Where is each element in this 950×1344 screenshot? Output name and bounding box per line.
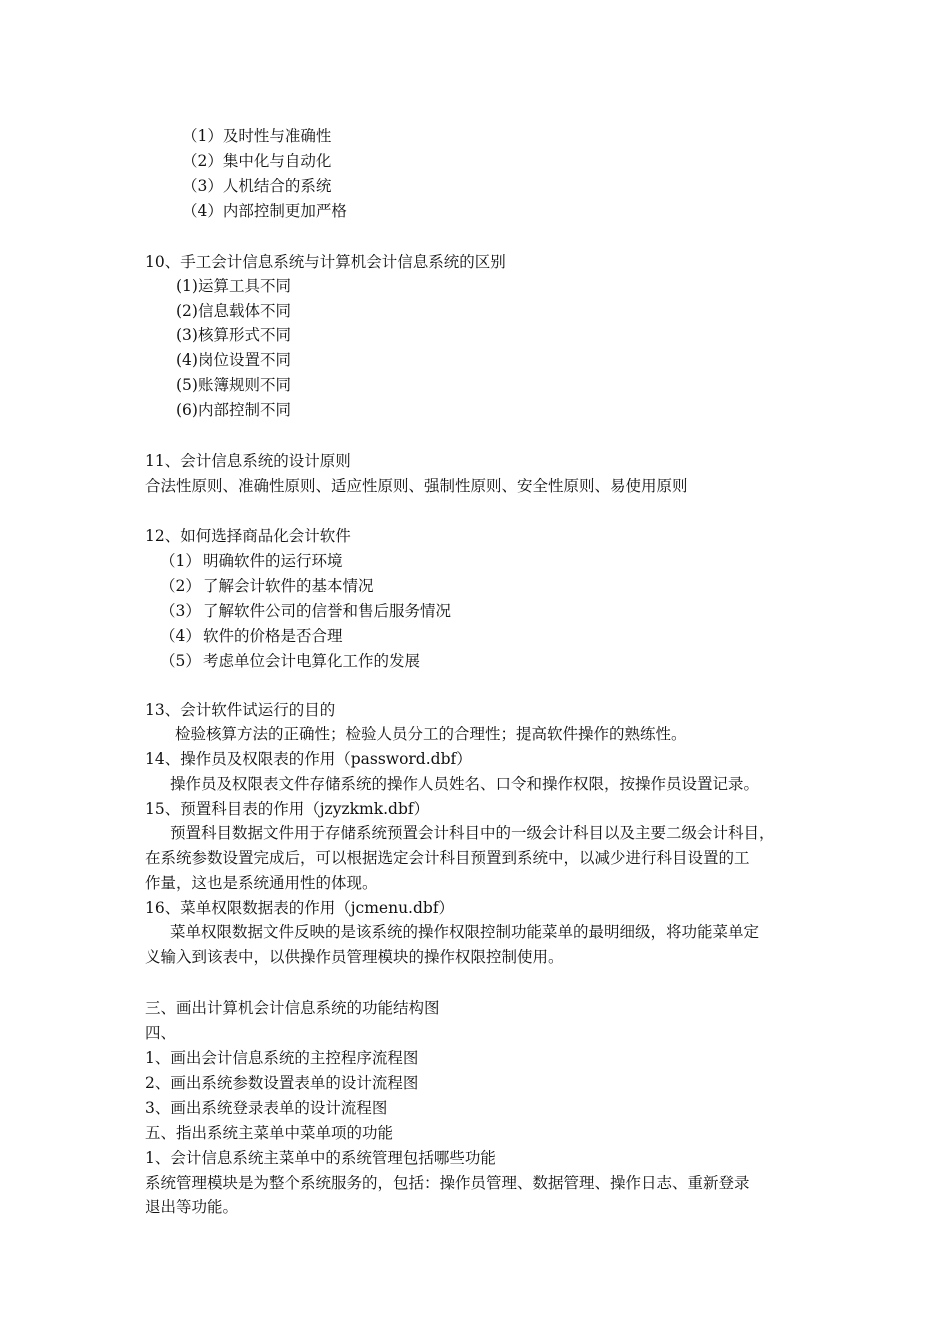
q12-item-text: 考虑单位会计电算化工作的发展 bbox=[203, 652, 421, 670]
q12-item-text: 明确软件的运行环境 bbox=[203, 552, 343, 570]
q16-line-1: 菜单权限数据文件反映的是该系统的操作权限控制功能菜单的最明细级，将功能菜单定 bbox=[170, 923, 760, 941]
section-five-title: 五、指出系统主菜单中菜单项的功能 bbox=[145, 1124, 394, 1142]
q16-title: 16、菜单权限数据表的作用（jcmenu.dbf） bbox=[145, 899, 455, 917]
q10-item-3: (3)核算形式不同 bbox=[176, 326, 291, 344]
q12-item-5 bbox=[160, 651, 420, 671]
q10-title: 10、手工会计信息系统与计算机会计信息系统的区别 bbox=[145, 253, 506, 271]
q15-line-2: 在系统参数设置完成后，可以根据选定会计科目预置到系统中，以减少进行科目设置的工 bbox=[145, 849, 750, 867]
q10-item-4: (4)岗位设置不同 bbox=[176, 351, 291, 369]
intro-item-4: （4）内部控制更加严格 bbox=[182, 202, 347, 220]
section-three-title: 三、画出计算机会计信息系统的功能结构图 bbox=[145, 999, 440, 1017]
section-four-item-2: 2、画出系统参数设置表单的设计流程图 bbox=[145, 1074, 419, 1092]
q12-item-3 bbox=[160, 601, 451, 621]
q13-answer: 检验核算方法的正确性；检验人员分工的合理性；提高软件操作的熟练性。 bbox=[175, 725, 687, 743]
section-five-answer-line-2: 退出等功能。 bbox=[145, 1198, 239, 1216]
q12-item-number: （2） bbox=[160, 577, 201, 595]
section-five-answer-line-1: 系统管理模块是为整个系统服务的，包括：操作员管理、数据管理、操作日志、重新登录 bbox=[145, 1174, 750, 1192]
q16-line-2: 义输入到该表中，以供操作员管理模块的操作权限控制使用。 bbox=[145, 948, 564, 966]
q12-item-4 bbox=[160, 626, 343, 646]
q10-item-6: (6)内部控制不同 bbox=[176, 401, 291, 419]
intro-item-2: （2）集中化与自动化 bbox=[182, 152, 332, 170]
intro-item-1: （1）及时性与准确性 bbox=[182, 127, 332, 145]
q10-item-5: (5)账簿规则不同 bbox=[176, 376, 291, 394]
q12-item-1 bbox=[160, 551, 343, 571]
q12-item-2 bbox=[160, 576, 374, 596]
q13-title: 13、会计软件试运行的目的 bbox=[145, 701, 336, 719]
section-four-item-1: 1、画出会计信息系统的主控程序流程图 bbox=[145, 1049, 419, 1067]
q11-title: 11、会计信息系统的设计原则 bbox=[145, 452, 351, 470]
q12-item-number: （5） bbox=[160, 652, 201, 670]
intro-item-3: （3）人机结合的系统 bbox=[182, 177, 332, 195]
q15-line-1: 预置科目数据文件用于存储系统预置会计科目中的一级会计科目以及主要二级会计科目， bbox=[170, 824, 775, 842]
q12-title: 12、如何选择商品化会计软件 bbox=[145, 527, 351, 545]
q10-item-1: (1)运算工具不同 bbox=[176, 277, 291, 295]
section-four-item-3: 3、画出系统登录表单的设计流程图 bbox=[145, 1099, 388, 1117]
q15-line-3: 作量，这也是系统通用性的体现。 bbox=[145, 874, 378, 892]
q12-item-number: （4） bbox=[160, 627, 201, 645]
q11-answer: 合法性原则、准确性原则、适应性原则、强制性原则、安全性原则、易使用原则 bbox=[145, 477, 688, 495]
q15-title: 15、预置科目表的作用（jzyzkmk.dbf） bbox=[145, 800, 430, 818]
section-five-item-1: 1、会计信息系统主菜单中的系统管理包括哪些功能 bbox=[145, 1149, 496, 1167]
q10-item-2: (2)信息载体不同 bbox=[176, 302, 291, 320]
q12-item-text: 了解会计软件的基本情况 bbox=[203, 577, 374, 595]
q12-item-text: 了解软件公司的信誉和售后服务情况 bbox=[203, 602, 452, 620]
q14-answer: 操作员及权限表文件存储系统的操作人员姓名、口令和操作权限，按操作员设置记录。 bbox=[170, 775, 760, 793]
section-four-title: 四、 bbox=[145, 1024, 177, 1042]
q14-title: 14、操作员及权限表的作用（password.dbf） bbox=[145, 750, 472, 768]
q12-item-number: （3） bbox=[160, 602, 201, 620]
q12-item-number: （1） bbox=[160, 552, 201, 570]
q12-item-text: 软件的价格是否合理 bbox=[203, 627, 343, 645]
